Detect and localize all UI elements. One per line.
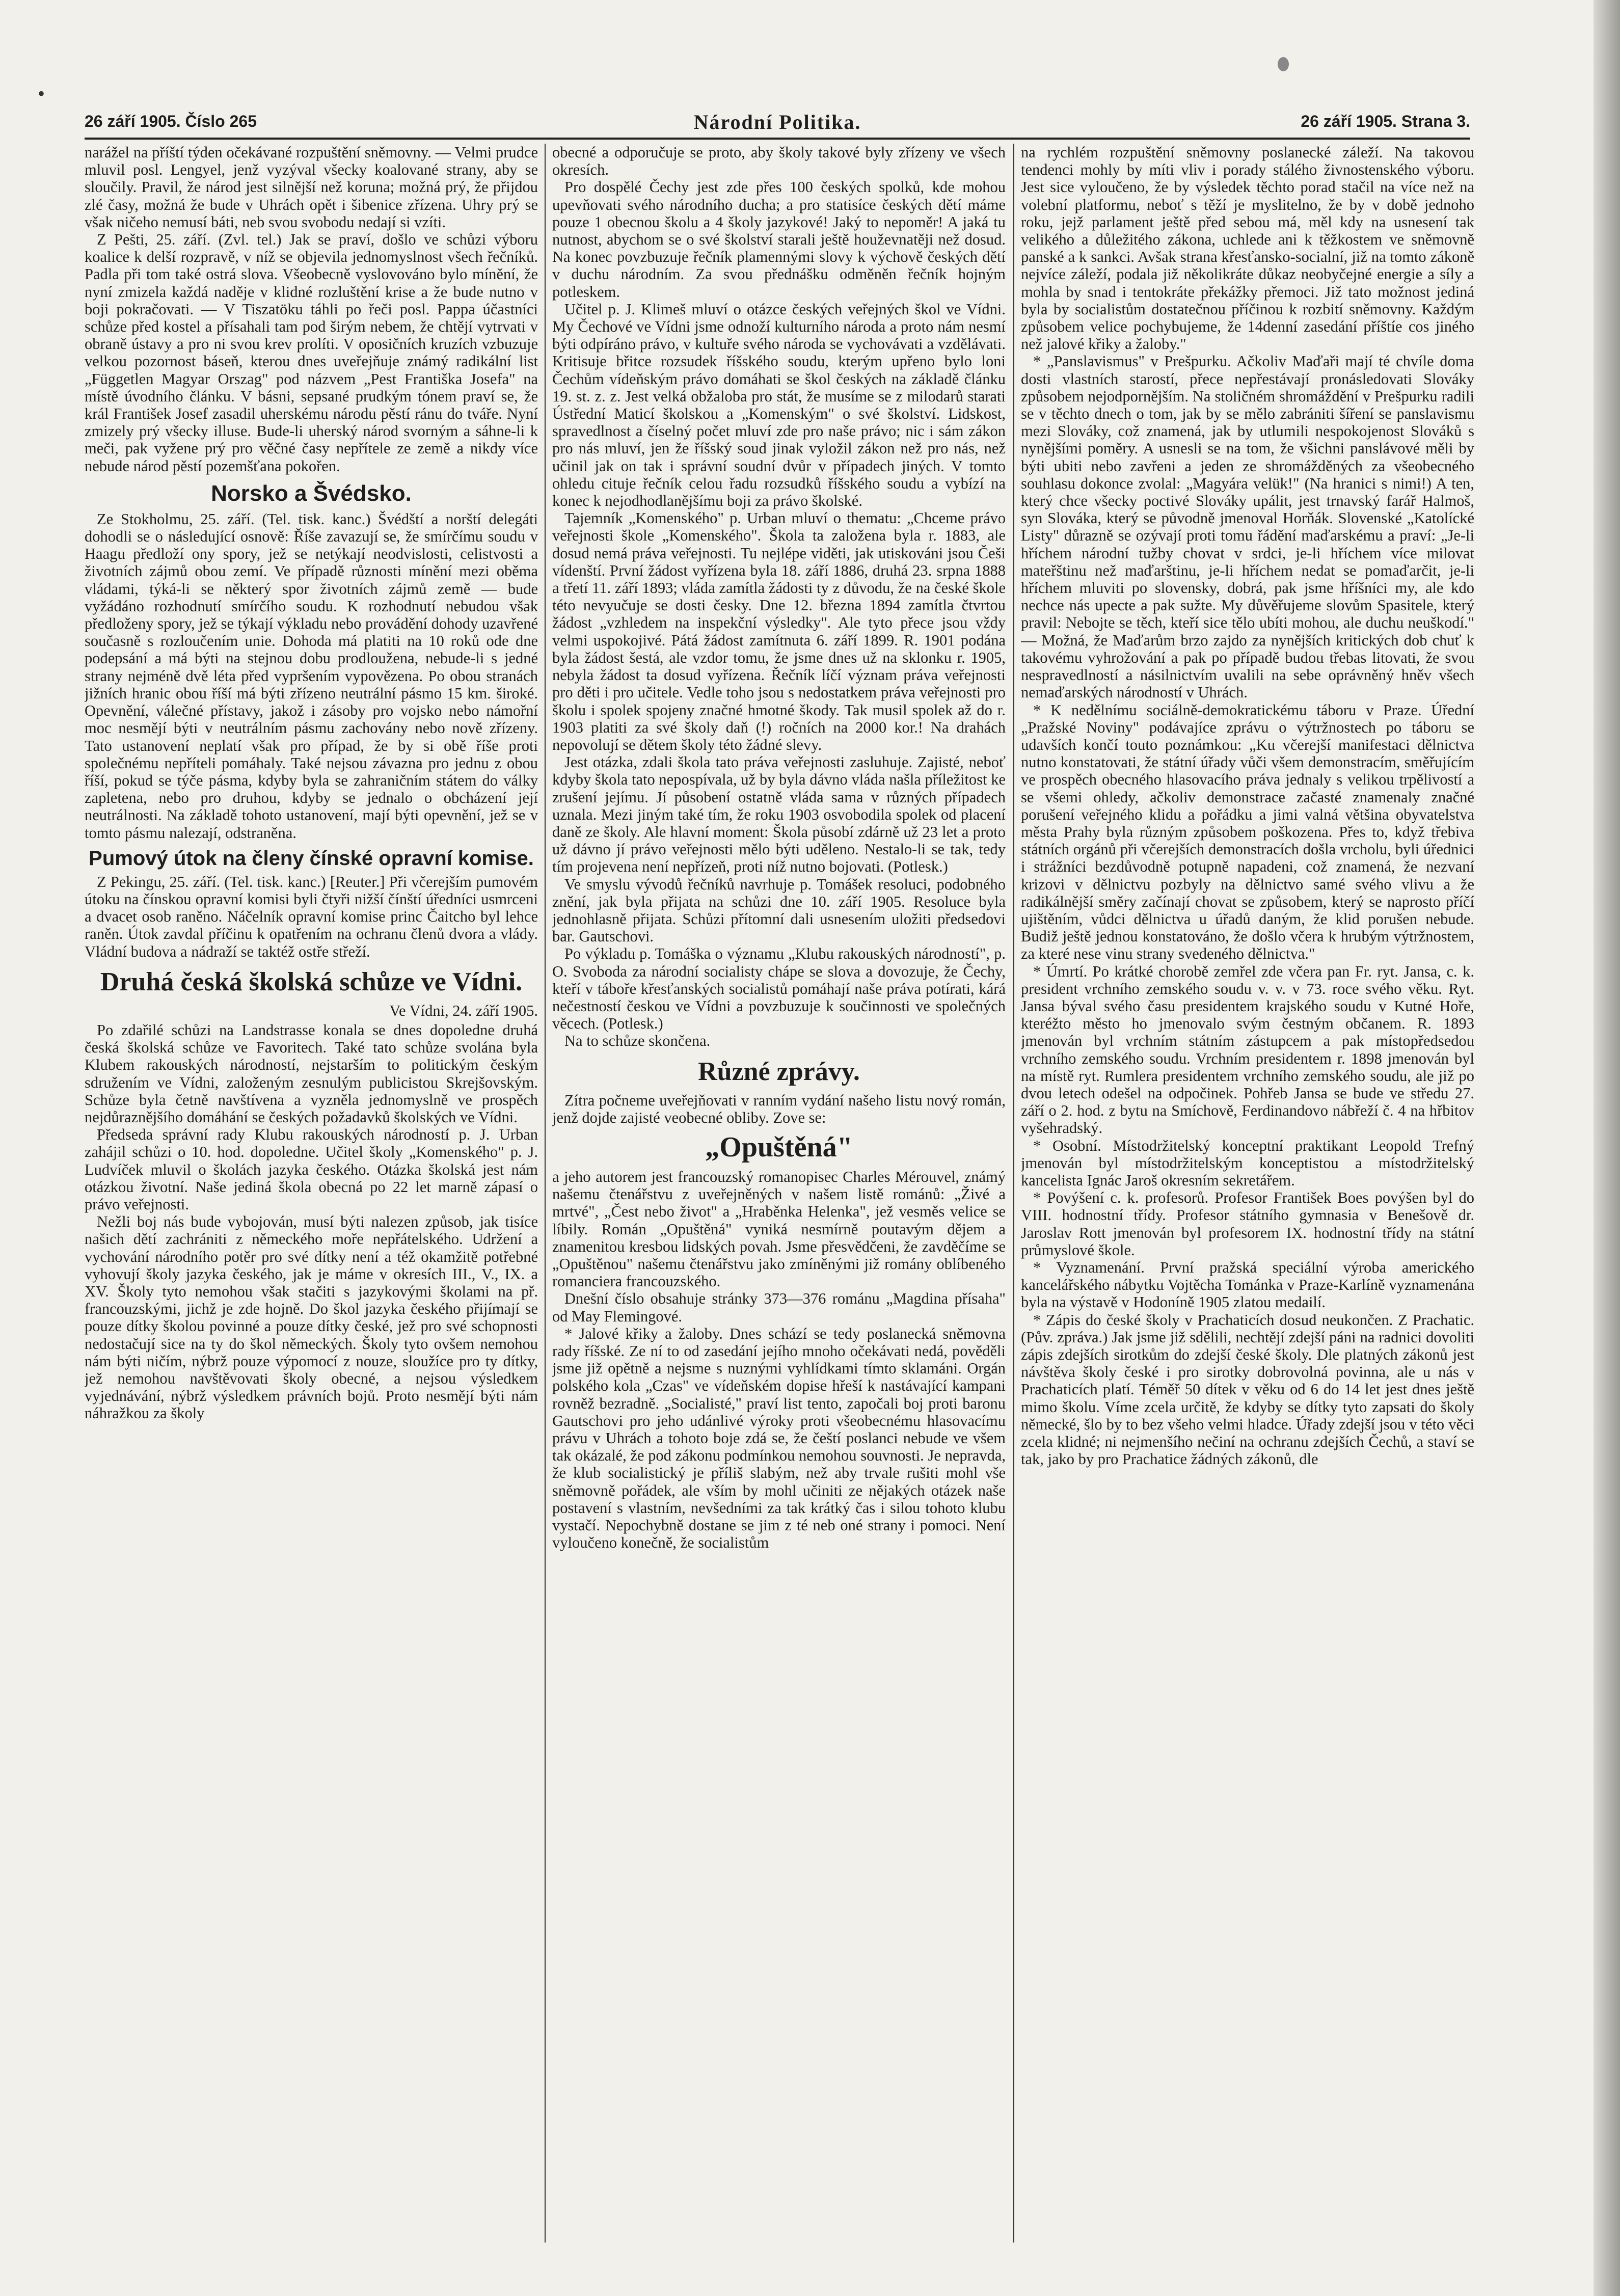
- article-paragraph: Ze Stokholmu, 25. září. (Tel. tisk. kanc.) Švédští a norští delegáti dohodli se o následující osnově: Říše zavazují se, že smírčímu soudu v Haagu předloží ony spory, jež se netýkají neodvislosti, celistvosti a životních zájmů obou zemí. Ve případě různosti mínění mezi oběma vládami, týká-li se některý spor životních zájmů země — bude vyžádáno rozhodnutí smírčího soudu. K rozhodnutí nebudou však předloženy spory, jež se týkají výkladu nebo provádění dohody uzavřené současně s rozloučením unie. Dohoda má platiti na 10 roků ode dne podepsání a má býti na stejnou dobu prodloužena, nebude-li s jedné strany nejméně dvě léta před vypršením vypovězena. Po obou stranách jižních hranic obou říší má býti zřízeno neutrální pásmo 15 km. široké. Opevnění, válečné přístavy, jakož i zásoby pro vojsko nebo námořní moc nesmějí býti v neutrálním pásmu zachovány nebo nově zřízeny. Tato ustanovení neplatí však pro případ, že by si obě říše proti společnému nepříteli pomáhaly. Také nejsou závazna pro jednu z obou říší, pokud se týče pásma, kdyby byla se zahraničním státem do války zapletena, nebo pro druhou, kdyby se jednalo o obcházení její neutrálnosti. Na základě tohoto ustanovení, mají býti opevnění, jež se v tomto pásmu nalezají, odstraněna.: [85, 510, 538, 842]
- dateline: Ve Vídni, 24. září 1905.: [389, 1002, 538, 1019]
- serial-title: „Opuštěná": [705, 1131, 853, 1163]
- article-paragraph: * Jalové křiky a žaloby. Dnes schází se tedy poslanecká sněmovna rady říšské. Ze ní to od zasedání jejího mnoho očekávati nedá, pověděli jsme již opětně a nejsme s nuznými vyhlídkami tímto sklamáni. Orgán polského kola „Czas" ve vídeňském dopise hřeší k nastávající kampani rovněž bezradně. „Socialisté," praví list tento, započali boj proti baronu Gautschovi pro jeho udánlivé výroky proti všeobecnému hlasovacímu právu v Uhrách a tohoto boje zdá se, že čeští poslanci nebude ve všem tak okázalé, že pod zákonu podmínkou nemohou souvnosti. Je nepravda, že klub socialistický je příliš slabým, než aby trvale rušiti mohl vše sněmovně pořádek, ale vším by mohl učiniti ze nějakých otázek naše postavení s vlastním, nevšedními za tak krátký čas i silou tohoto klubu vystačí. Nepochybně dostane se jim z té neb oné strany i pomoci. Není vyloučeno konečně, že socialistům: [552, 1325, 1006, 1552]
- headline-pumovy-utok: Pumový útok na členy čínské opravní komise.: [89, 847, 534, 870]
- headline-skolska-schuze: Druhá česká školská schůze ve Vídni.: [100, 967, 523, 996]
- article-paragraph: Pro dospělé Čechy jest zde přes 100 českých spolků, kde mohou upevňovati svého národního ducha; a pro statisíce českých dětí máme pouze 1 obecnou školu a 4 školy jazykové! Jaký to nepoměr! A jaká tu nutnost, abychom se o své školství starali ještě houževnatěji než dosud. Na konec povzbuzuje řečník plamennými slovy k výchově českých dětí v duchu národním. Za svou přednášku odměněn řečník hojným potleskem.: [552, 178, 1006, 301]
- article-paragraph: Předseda správní rady Klubu rakouských národností p. J. Urban zahájil schůzi o 10. hod. dopoledne. Učitel školy „Komenského" p. J. Ludvíček mluvil o školách jazyka českého. Otázka školská jest nám otázkou životní. Naše jediná škola obecná po 22 let marně zápasí o právo veřejnosti.: [85, 1126, 538, 1213]
- masthead-title: Národní Politika.: [693, 111, 861, 133]
- article-paragraph: narážel na příští týden očekávané rozpuštění sněmovny. — Velmi prudce mluvil posl. Lengyel, jenž vyzýval všecky koalované strany, aby se sloučily. Pravil, že národ jest silnější než koruna; možná prý, že přijdou zlé časy, možná že bude v Uhrách opět i šibenice zřízena. Uhry prý se však ničeho nemusí báti, neb svou svobodu nedají si vzíti.: [85, 144, 538, 231]
- page-edge-shadow: [1594, 0, 1620, 2296]
- article-paragraph: Z Pešti, 25. září. (Zvl. tel.) Jak se praví, došlo ve schůzi výboru koalice k delší rozpravě, v níž se objevila jednomyslnost všech řečníků. Padla při tom také ostrá slova. Všeobecně vyslovováno bylo mínění, že nyní zmizela každá naděje v klidné rozluštění krise a že bude nutno v boji pokračovati. — V Tiszatöku táhli po řeči posl. Pappa účastníci schůze před kostel a přísahali tam pod širým nebem, že chtějí vytrvati v obraně ústavy a pro ni svou krev prolíti. V oposičních kruzích vzbuzuje velkou pozornost báseň, kterou dnes uveřejňuje známý radikální list „Független Magyar Orszag" pod názvem „Pest Františka Josefa" na místě úvodního článku. V básni, sepsané prudkým tónem praví se, že král František Josef zasadil uherskému národu pěstí ránu do tváře. Nyní zmizely prý všecky illuse. Bude-li uherský národ svorným a sáhne-li k meči, pak vyžene prý pro věčné časy nepřítele ze země a nikdy více nebude národ pěstí pozemšťana pokořen.: [85, 231, 538, 475]
- article-paragraph: * K nedělnímu sociálně-demokratickému táboru v Praze. Úřední „Pražské Noviny" podávajíce zprávu o výtržnostech po táboru se udavších končí touto poznámkou: „Ku včerejší manifestaci dělnictva nutno konstatovati, že státní úřady vůči všem demonstracím, směřujícím ve prospěch obecného hlasovacího práva jednaly s velikou trpělivostí a se všemi ohledy, ačkoliv demonstrace začasté znamenaly značné porušení veřejného klidu a pořádku a jimi valná většina obyvatelstva města Prahy byla různým způsobem poškozena. Přes to, když třebiva státních orgánů při včerejších demonstracích došla vrcholu, byli úřednici i strážníci bezdůvodně potupně napadeni, což znamená, že nezvaní krizovi v dělnictvu pozbyly na dělnictvo samé svého vlivu a že radikálnější směry začínají chovat se způsobem, který se naprosto příčí ujištěním, vůdci dělnictva u úřadů daným, že klid porušen nebude. Budiž ještě jednou konstatováno, že došlo včera k hrubým výtržnostem, za které nese vinu strany svedeného dělnictva.": [1021, 701, 1474, 963]
- article-paragraph: Učitel p. J. Klimeš mluví o otázce českých veřejných škol ve Vídni. My Čechové ve Vídni jsme odnoží kulturního národa a proto nám nesmí býti odpíráno právo, v kultuře svého národa se vychovávati a vzdělávati. Kritisuje břitce rozsudek říšského soudu, kterým upřeno bylo loni Čechům vídeňským právo domáhati se škol českých na základě článku 19. st. z. z. Jest velká obžaloba pro stát, že musíme se z milodarů starati Ústřední Maticí školskou a „Komenským" o své školství. Lidskost, spravedlnost a číselný počet mluví zde pro naše právo; nic i sám zákon pro nás mluví, jen že říšský soud jinak vyložil zákon než pro nás, než učinil jak on tak i správní soudní dvůr v případech jiných. V tomto ohledu cituje řečník celou řadu rozsudků říšského soudu a vybízí na konec k nejodhodlanějšímu boji za právo školské.: [552, 300, 1006, 510]
- page-header: [85, 108, 1470, 136]
- article-paragraph: * Úmrtí. Po krátké chorobě zemřel zde včera pan Fr. ryt. Jansa, c. k. president vrchního zemského soudu v. v. v 73. roce svého věku. Ryt. Jansa býval svého času presidentem krajského soudu v Kutné Hoře, kteréžto město ho jmenovalo svým čestným občanem. R. 1893 jmenován byl vrchním státním zástupcem a pak místopředsedou vrchního zemského soudu. Vrchním presidentem r. 1898 jmenován byl na místě ryt. Rumlera presidentem vrchního zemského soudu, ale již po dvou letech odešel na odpočinek. Pohřeb Jansa se bude ve středu 27. září o 2. hod. z bytu na Smíchově, Ferdinandovo nábřeží č. 4 na hřbitov vyšehradský.: [1021, 962, 1474, 1137]
- header-date-page: 26 září 1905. Strana 3.: [1301, 112, 1470, 130]
- article-paragraph: * Vyznamenání. První pražská speciální výroba amerického kancelářského nábytku Vojtěcha Tománka v Praze-Karlíně vyznamenána byla na výstavě v Hodoníně 1905 zlatou medailí.: [1021, 1259, 1474, 1311]
- article-paragraph: obecné a odporučuje se proto, aby školy takové byly zřízeny ve všech okresích.: [552, 144, 1006, 179]
- column-2: [552, 144, 1006, 2258]
- header-date-issue: 26 září 1905. Číslo 265: [85, 112, 257, 130]
- page-corner-mark: •: [38, 82, 45, 105]
- article-paragraph: Zítra počneme uveřejňovati v ranním vydání našeho listu nový román, jenž dojde zajisté veobecné obliby. Zove se:: [552, 1091, 1006, 1126]
- article-paragraph: na rychlém rozpuštění sněmovny poslanecké záleží. Na takovou tendenci mohly by míti vliv i porady stálého živnostenského výboru. Jest sice vyloučeno, že by výsledek těchto porad stačil na více než na volební platformu, neboť s těží je myslitelno, že by v době jednoho roku, jejž parlament ještě před sebou má, měl kdy na usnesení tak velikého a důležitého zákona, uchlede ani k těžkostem ve sněmovně panské a k sankci. Avšak strana křesťansko-socialní, již na tomto zákoně nejvíce záleží, podala již několikráte důkaz neobyčejné energie a síly a mohla by snad i tentokráte překážky přemoci. Již tato možnost jediná byla by socialistům dostatečnou příčinou k rozbití sněmovny. Každým způsobem velice pochybujeme, že 14denní zasedání příštíe cos jiného než jalové křiky a žaloby.": [1021, 144, 1474, 353]
- article-paragraph: * Povýšení c. k. profesorů. Profesor František Boes povýšen byl do VIII. hodnostní třídy. Profesor státního gymnasia v Benešově dr. Jaroslav Rott jmenován byl profesorem IX. hodnostní třídy na státní průmyslové škole.: [1021, 1189, 1474, 1259]
- article-paragraph: Tajemník „Komenského" p. Urban mluví o thematu: „Chceme právo veřejnosti škole „Komenského". Škola ta založena byla r. 1883, ale dosud nemá práva veřejnosti. Tu nejlépe viděti, jak utiskováni jsou Češi vídenští. První žádost vyřízena byla 18. září 1886, druhá 23. srpna 1888 a třetí 11. září 1893; vláda zamítla žádosti ty z důvodu, že na české škole této nevyučuje se dosti česky. Dne 12. března 1894 zamítla čtvrtou žádost „vzhledem na inspekční výsledky". Ale tyto přece jsou vždy velmi uspokojivé. Pátá žádost zamítnuta 6. září 1899. R. 1901 podána byla žádost šestá, ale vzdor tomu, že jsme dnes už na sklonku r. 1905, nebyla žádost ta dosud vyřízena. Řečník líčí význam práva veřejnosti pro děti i pro učitele. Vedle toho jsou s nedostatkem práva veřejnosti pro školu i spolek spojeny značné hmotné škody. Tak musil spolek až do r. 1903 platiti za své školy daň (!) ročních na 2000 kor.! Na drahách nepovolují se dětem školy této žádné slevy.: [552, 509, 1006, 753]
- article-paragraph: Ve smyslu vývodů řečníků navrhuje p. Tomášek resoluci, podobného znění, jak byla přijata na schůzi dne 10. září 1905. Resoluce byla jednohlasně přijata. Schůzi přítomní dali usnesením uložiti předsedovi bar. Gautschovi.: [552, 875, 1006, 946]
- column-3: [1021, 144, 1474, 2258]
- article-paragraph: * Osobní. Místodržitelský konceptní praktikant Leopold Trefný jmenován byl místodržitelským konceptistou a místodržitelský kancelista Ignác Jaroš okresním sekretářem.: [1021, 1137, 1474, 1189]
- column-divider: [545, 144, 546, 2243]
- article-paragraph: Po zdařilé schůzi na Landstrasse konala se dnes dopoledne druhá česká školská schůze ve Favoritech. Také tato schůze svolána byla Klubem rakouských národností, nejstarším to politickým českým sdružením ve Vídni, založeným zesnulým publicistou Skrejšovským. Schůze byla četně navštívena a vyzněla jednomyslně ve prospěch nejdůraznějšího domáhání se českých požadavků školských ve Vídni.: [85, 1021, 538, 1126]
- column-divider: [1013, 144, 1014, 2243]
- header-rule: [85, 138, 1470, 140]
- headline-norsko: Norsko a Švédsko.: [211, 480, 412, 506]
- article-paragraph: Po výkladu p. Tomáška o významu „Klubu rakouských národností", p. O. Svoboda za národní socialisty chápe se slova a dovozuje, že Čechy, kteří v táboře křesťanských socialistů pomáhají naše práva potírati, kárá nečestností českou ve Vídni a povzbuzuje k součinnosti ve společných věcech. (Potlesk.): [552, 945, 1006, 1033]
- headline-ruzne-zpravy: Různé zprávy.: [698, 1057, 860, 1086]
- article-paragraph: a jeho autorem jest francouzský romanopisec Charles Mérouvel, známý našemu čtenářstvu z uveřejněných v našem listě románů: „Živé a mrtvé", „Čest nebo život" a „Hraběnka Helenka", jež vesměs velice se líbily. Román „Opuštěná" vyniká nesmírně poutavým dějem a znamenitou kresbou lidských povah. Jsme přesvědčeni, že zavděčíme se „Opuštěnou" našemu čtenářstvu jako zmíněnými již romány oblíbeného romanciera francouzského.: [552, 1168, 1006, 1290]
- article-paragraph: * Zápis do české školy v Prachaticích dosud neukončen. Z Prachatic. (Pův. zpráva.) Jak jsme již sdělili, nechtějí zdejší páni na radnici dovoliti zápis zdejších sirotkům do zdejší české školy. Dle platných zákonů jest návštěva školy české i pro sirotky dobrovolná povinna, ale u nás v Prachaticích platí. Téměř 50 dítek v věku od 6 do 14 let jest dnes ještě mimo školu. Víme zcela určitě, že kdyby se dítky tyto zapsati do školy německé, šlo by to bez všeho velmi hladce. Úřady zdejší jsou v této věci zcela klidné; ni nejmenšího nečiní na ochranu zdejších Čechů, a staví se tak, jako by pro Prachatice žádných zákonů, dle: [1021, 1311, 1474, 1468]
- article-paragraph: Jest otázka, zdali škola tato práva veřejnosti zasluhuje. Zajisté, neboť kdyby škola tato nepospívala, už by byla dávno vláda našla příležitost ke zrušení jejímu. Jí působení ostatně vláda sama v různých případech uznala. Mezi jiným také tím, že roku 1903 osvobodila spolek od placení daně ze školy. Ale hlavní moment: Škola působí zdárně už 23 let a proto už dávno jí právo veřejnosti mělo býti uděleno. Nestalo-li se tak, tedy tím projevena není nepřízeň, proti níž nutno bojovati. (Potlesk.): [552, 753, 1006, 876]
- article-paragraph: * „Panslavismus" v Prešpurku. Ačkoliv Maďaři mají té chvíle doma dosti vlastních starostí, přece nepřestávají pronásledovati Slováky způsobem nejodpornějším. Na stoličném shromáždění v Prešpurku radili se v těchto dnech o tom, jak by se mělo zabrániti šíření se panslavismu mezi Slováky, což znamená, jak by utlumili nespokojenost Slováků s nynějšími poměry. A usnesli se na tom, že všichni panslávové měli by býti ubiti nebo zavřeni a jeden ze shromážděných za všeobecného souhlasu dokonce zvolal: „Magyára velük!" (Na hranici s nimi!) A ten, který chce všecky poctivé Slováky upálit, jest trnavský farář Halmoš, syn Slováka, který se původně jmenoval Horňák. Slovenské „Katolícké Listy" důrazně se ozývají proti tomu řádění maďarskému a praví: „Je-li hříchem národní tužby chovat v srdci, je-li hříchem více milovat mateřštinu než maďarštinu, je-li hříchem nedat se pomaďarčit, je-li hříchem mluviti po slovensky, dobrá, pak jsme hříšníci my, ale kdo nechce nás upecte a pak sužte. My důvěřujeme slovům Spasitele, který pravil: Nebojte se těch, kteří sice tělo ubíti mohou, ale duchu neuškodí." — Možná, že Maďarům brzo zajdo za nynějších kritických dob chuť k takovému vyhrožování a pak po případě budou třebas litovati, že svou nespravedlností a násilnictvím uvalili na sebe oprávněný hněv všech nemaďarských národností v Uhrách.: [1021, 353, 1474, 701]
- column-1: [85, 144, 538, 2258]
- article-paragraph: Dnešní číslo obsahuje stránky 373—376 románu „Magdina přísaha" od May Flemingové.: [552, 1290, 1006, 1325]
- article-paragraph: Nežli boj nás bude vybojován, musí býti nalezen způsob, jak tisíce našich dětí zachrániti z německého moře nepřátelského. Udržení a vychování národního potěr pro své dítky není a též okamžitě potřebné vyhovují školy jazyka českého, jak je máme v okresích III., V., IX. a XV. Školy tyto nemohou však stačiti s jazykovými školami na př. francouzskými, jichž je zde hojně. Do škol jazyka českého přijímají se pouze dítky školou povinné a pouze dítky české, jež pro své schopnosti nedostačují sice na ty do škol německých. Školy tyto ovšem nemohou nám býti ničím, nýbrž pouze výpomocí z nouze, sloužíce pro ty dítky, jež nemohou navštěvovati školy obecné, a nejsou výsledkem vyjednávání, nýbrž výsledkem právních bojů. Proto nesmějí býti nám náhražkou za školy: [85, 1213, 538, 1422]
- ink-spot: [1278, 57, 1289, 71]
- article-paragraph: Z Pekingu, 25. září. (Tel. tisk. kanc.) [Reuter.] Při včerejším pumovém útoku na čínskou opravní komisi byli čtyři nižší čínští úředníci usmrceni a dvacet osob raněno. Náčelník opravní komise princ Čaitcho byl lehce raněn. Útok zavdal příčinu k opatřením na ochranu členů dvora a vlády. Vládní budova a nádraží se taktéž ostře střeží.: [85, 873, 538, 960]
- article-paragraph: Na to schůze skončena.: [564, 1032, 711, 1050]
